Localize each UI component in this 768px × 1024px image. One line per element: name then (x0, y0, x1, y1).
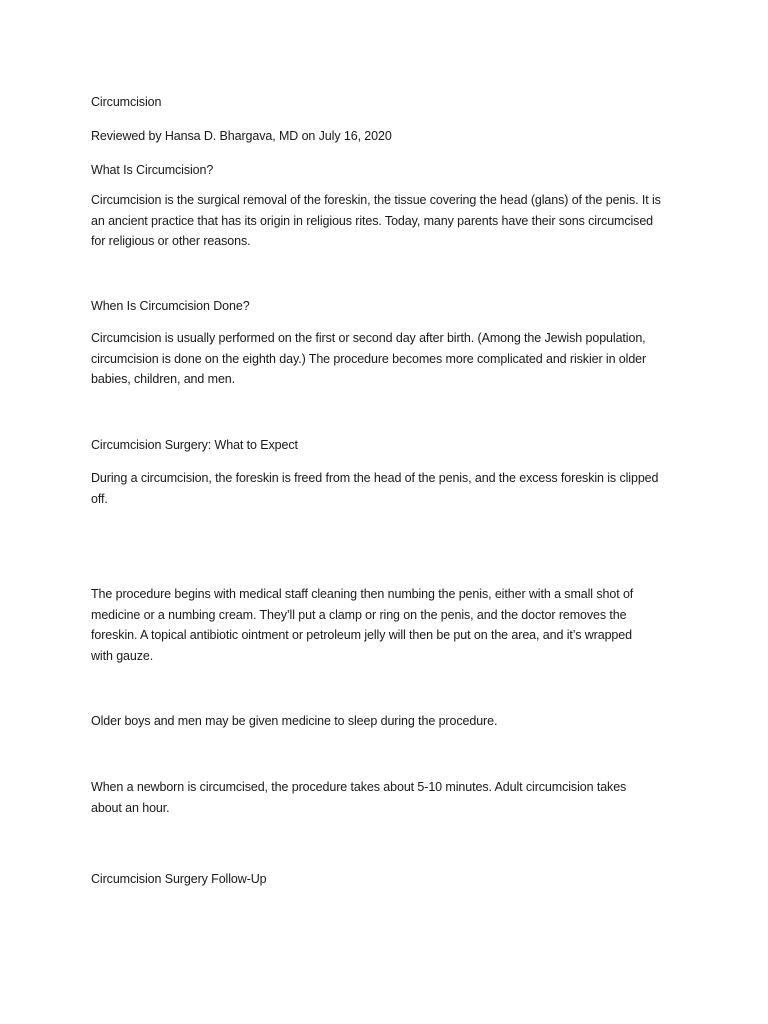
paragraph-line: Circumcision is usually performed on the first or second day after birth. (Among the Jewish population, (91, 331, 646, 345)
paragraph-line: medicine or a numbing cream. They’ll put a clamp or ring on the penis, and the doctor removes the (91, 607, 627, 622)
section-heading-follow-up: Circumcision Surgery Follow-Up (91, 872, 267, 886)
section-heading-when-done: When Is Circumcision Done? (91, 299, 250, 313)
paragraph-line: foreskin. A topical antibiotic ointment or petroleum jelly will then be put on the area, and it’s wrapped (91, 628, 632, 642)
paragraph-line: an ancient practice that has its origin in religious rites. Today, many parents have their sons circumcised (91, 213, 654, 228)
paragraph-duration (91, 777, 691, 818)
paragraph-line: for religious or other reasons. (91, 234, 251, 248)
section-heading-what-to-expect: Circumcision Surgery: What to Expect (91, 438, 298, 452)
paragraph-procedure (91, 584, 691, 666)
paragraph-line: The procedure begins with medical staff cleaning then numbing the penis, either with a small shot of (91, 587, 634, 601)
paragraph-line: with gauze. (91, 648, 154, 663)
paragraph-line: circumcision is done on the eighth day.) The procedure becomes more complicated and riskier in older (91, 351, 647, 366)
paragraph-older-boys (91, 711, 691, 732)
paragraph-line: off. (91, 491, 108, 506)
document-title: Circumcision (91, 95, 162, 109)
paragraph-line: During a circumcision, the foreskin is freed from the head of the penis, and the excess foreskin is clipped (91, 471, 659, 485)
paragraph-line: When a newborn is circumcised, the procedure takes about 5-10 minutes. Adult circumcision takes (91, 780, 627, 794)
paragraph-line: Circumcision is the surgical removal of the foreskin, the tissue covering the head (glans) of the penis. It is (91, 193, 661, 207)
paragraph-when-done (91, 328, 691, 390)
paragraph-line: about an hour. (91, 800, 170, 815)
paragraph-what-is (91, 190, 691, 252)
paragraph-expect-intro (91, 468, 691, 509)
section-heading-what-is: What Is Circumcision? (91, 163, 214, 177)
paragraph-line: Older boys and men may be given medicine to sleep during the procedure. (91, 714, 498, 728)
paragraph-line: babies, children, and men. (91, 372, 236, 386)
review-byline: Reviewed by Hansa D. Bhargava, MD on July 16, 2020 (91, 129, 392, 143)
